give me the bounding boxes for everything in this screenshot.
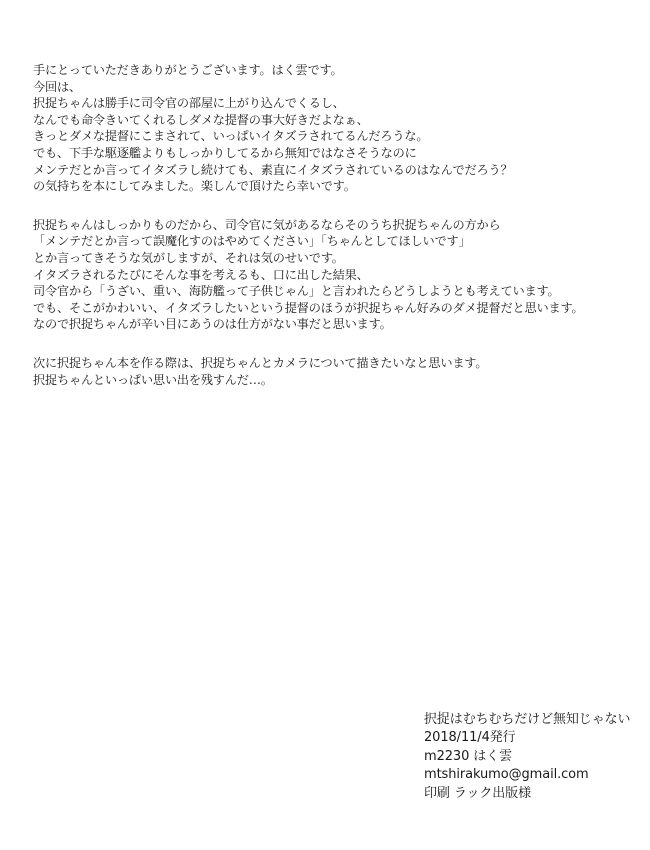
text-line: 択捉ちゃんは勝手に司令官の部屋に上がり込んでくるし、 [33,96,345,111]
circle-name: m2230 はく雲 [424,748,512,764]
text-line: の気持ちを本にしてみました。楽しんで頂けたら幸いです。 [33,179,356,194]
text-line: とか言ってきそうな気がしますが、それは気のせいです。 [33,250,344,265]
paragraph-next [33,355,623,388]
contact-email: mtshirakumo@gmail.com [424,767,589,783]
text-line: なんでも命令きいてくれるしダメな提督の事大好きだよなぁ、 [33,112,369,127]
text-line: イタズラされるたびにそんな事を考えるも、口に出した結果、 [33,267,369,282]
text-line: でも、下手な駆逐艦よりもしっかりしてるから無知ではなさそうなのに [33,145,417,160]
text-line: メンテだとか言ってイタズラし続けても、素直にイタズラされているのはなんでだろう？ [33,162,513,177]
text-line: 択捉ちゃんはしっかりものだから、司令官に気があるならそのうち択捉ちゃんの方から [33,217,501,232]
text-line: でも、そこがかわいい、イタズラしたいという提督のほうが択捉ちゃん好みのダメ提督だと思います。 [33,300,584,315]
printer-credit: 印刷 ラック出版様 [424,785,531,801]
text-line: 手にとっていただきありがとうございます。はく雲です。 [33,63,343,77]
text-line: きっとダメな提督にこまされて、いっぱいイタズラされてるんだろうな。 [33,129,429,144]
text-line: 「メンテだとか言って誤魔化すのはやめてください」「ちゃんとしてほしいです」 [33,234,471,249]
publish-date: 2018/11/4発行 [424,730,516,746]
paragraph-intro [33,62,623,195]
afterword-text [33,62,623,410]
book-title: 択捉はむちむちだけど無知じゃない [424,712,631,727]
text-line: 次に択捉ちゃん本を作る際は、択捉ちゃんとカメラについて描きたいなと思います。 [33,355,488,370]
colophon [424,711,634,803]
text-line: 今回は、 [33,79,81,94]
text-line: 択捉ちゃんといっぱい思い出を残すんだ…。 [33,372,273,387]
text-line: なので択捉ちゃんが辛い目にあうのは仕方がない事だと思います。 [33,317,392,332]
text-line: 司令官から「うざい、重い、海防艦って子供じゃん」と言われたらどうしようとも考えています。 [33,284,560,299]
paragraph-thoughts [33,217,623,333]
